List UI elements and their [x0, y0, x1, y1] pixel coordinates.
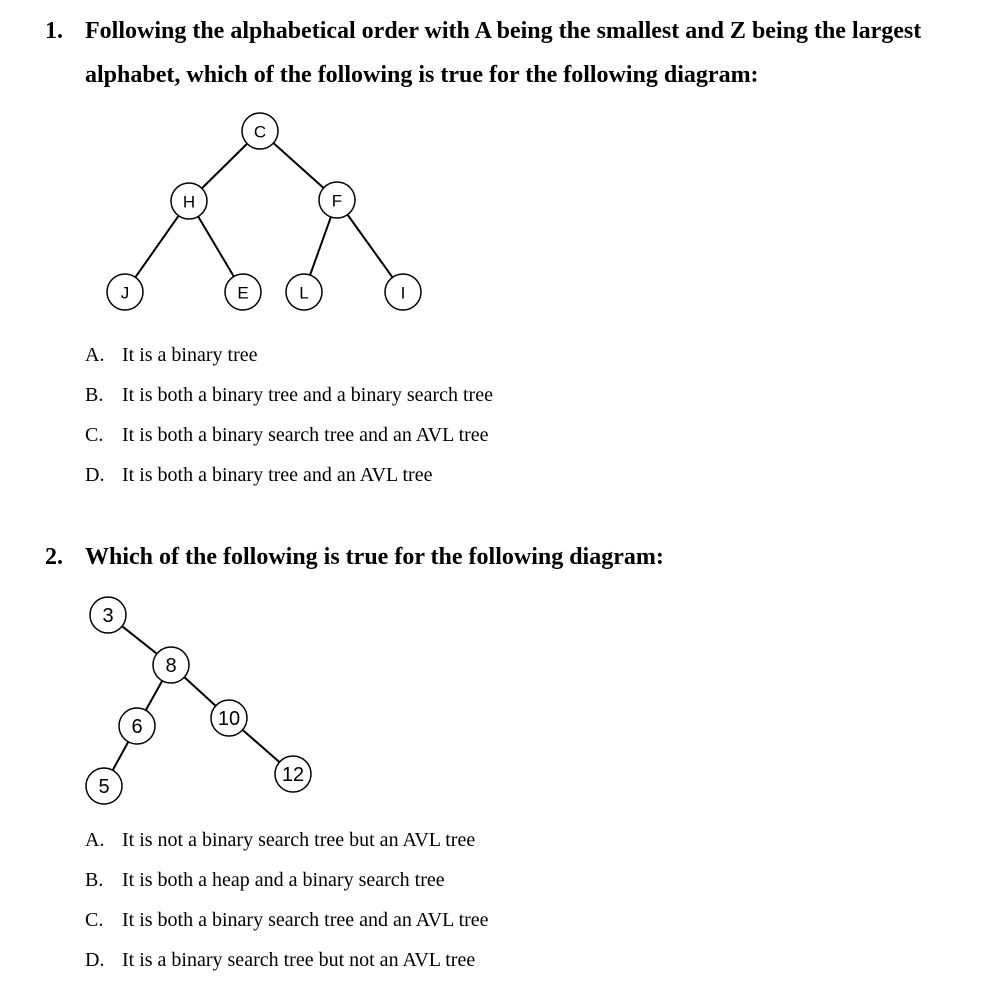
question-2-text: Which of the following is true for the following diagram:	[85, 544, 664, 570]
question-2-option-d	[85, 949, 475, 972]
option-letter: D.	[85, 464, 105, 486]
question-2-option-b	[85, 869, 445, 892]
tree-node-label: F	[331, 191, 343, 211]
option-letter: C.	[85, 909, 104, 931]
tree-edge-H-J	[135, 216, 178, 278]
question-1-option-b	[85, 384, 493, 407]
tree-edge-8-6	[146, 681, 162, 711]
option-text: It is a binary tree	[122, 344, 258, 366]
question-2-tree-diagram	[0, 580, 995, 820]
tree-edge-10-12	[243, 730, 280, 762]
tree-node-label: 10	[217, 708, 241, 730]
tree-node-L	[286, 274, 322, 310]
tree-node-label: L	[299, 283, 309, 303]
tree-node-F	[319, 182, 355, 218]
tree-edge-C-H	[202, 144, 247, 189]
tree-node-3	[90, 597, 126, 633]
tree-node-C	[242, 113, 278, 149]
tree-node-label: 12	[281, 764, 305, 786]
question-1-option-a	[85, 344, 258, 367]
tree-node-label: J	[120, 283, 130, 303]
tree-edge-6-5	[113, 742, 129, 770]
option-text: It is a binary search tree but not an AVL tree	[122, 949, 476, 971]
option-text: It is both a heap and a binary search tree	[122, 869, 445, 891]
question-1-number: 1.	[45, 18, 63, 44]
tree-node-8	[153, 647, 189, 683]
question-1-text-line1: Following the alphabetical order with A being the smallest and Z being the largest	[85, 18, 922, 44]
question-2-number: 2.	[45, 544, 63, 570]
option-letter: D.	[85, 949, 105, 971]
question-2-option-c	[85, 909, 489, 932]
tree-node-5	[86, 768, 122, 804]
tree-edge-F-I	[347, 215, 392, 278]
option-letter: B.	[85, 869, 104, 891]
option-letter: A.	[85, 344, 105, 366]
option-letter: B.	[85, 384, 104, 406]
option-letter: A.	[85, 829, 105, 851]
question-2-option-a	[85, 829, 475, 852]
tree-node-J	[107, 274, 143, 310]
tree-edge-H-E	[198, 216, 234, 276]
tree-node-E	[225, 274, 261, 310]
option-text: It is both a binary tree and an AVL tree	[122, 464, 433, 486]
tree-node-label: E	[237, 283, 249, 303]
option-text: It is not a binary search tree but an AVL tree	[122, 829, 476, 851]
tree-node-label: 6	[131, 716, 143, 738]
question-1-tree-diagram	[0, 0, 995, 330]
tree-edge-3-8	[122, 626, 157, 654]
question-1-option-c	[85, 424, 489, 447]
tree-node-I	[385, 274, 421, 310]
tree-node-10	[211, 700, 247, 736]
tree-node-label: 3	[102, 605, 114, 627]
tree-node-6	[119, 708, 155, 744]
option-text: It is both a binary search tree and an AVL tree	[122, 909, 489, 931]
tree-edge-8-10	[184, 677, 215, 706]
question-1-text-line2: alphabet, which of the following is true for the following diagram:	[85, 62, 759, 88]
option-text: It is both a binary tree and a binary search tree	[122, 384, 493, 406]
tree-node-label: H	[182, 192, 196, 212]
tree-node-label: 5	[98, 776, 110, 798]
tree-node-label: I	[400, 283, 406, 303]
tree-node-label: 8	[165, 655, 177, 677]
option-text: It is both a binary search tree and an AVL tree	[122, 424, 489, 446]
tree-edge-C-F	[273, 143, 323, 188]
tree-edge-F-L	[310, 217, 331, 275]
tree-node-H	[171, 183, 207, 219]
option-letter: C.	[85, 424, 104, 446]
tree-node-12	[275, 756, 311, 792]
tree-node-label: C	[253, 122, 267, 142]
question-1-option-d	[85, 464, 432, 487]
